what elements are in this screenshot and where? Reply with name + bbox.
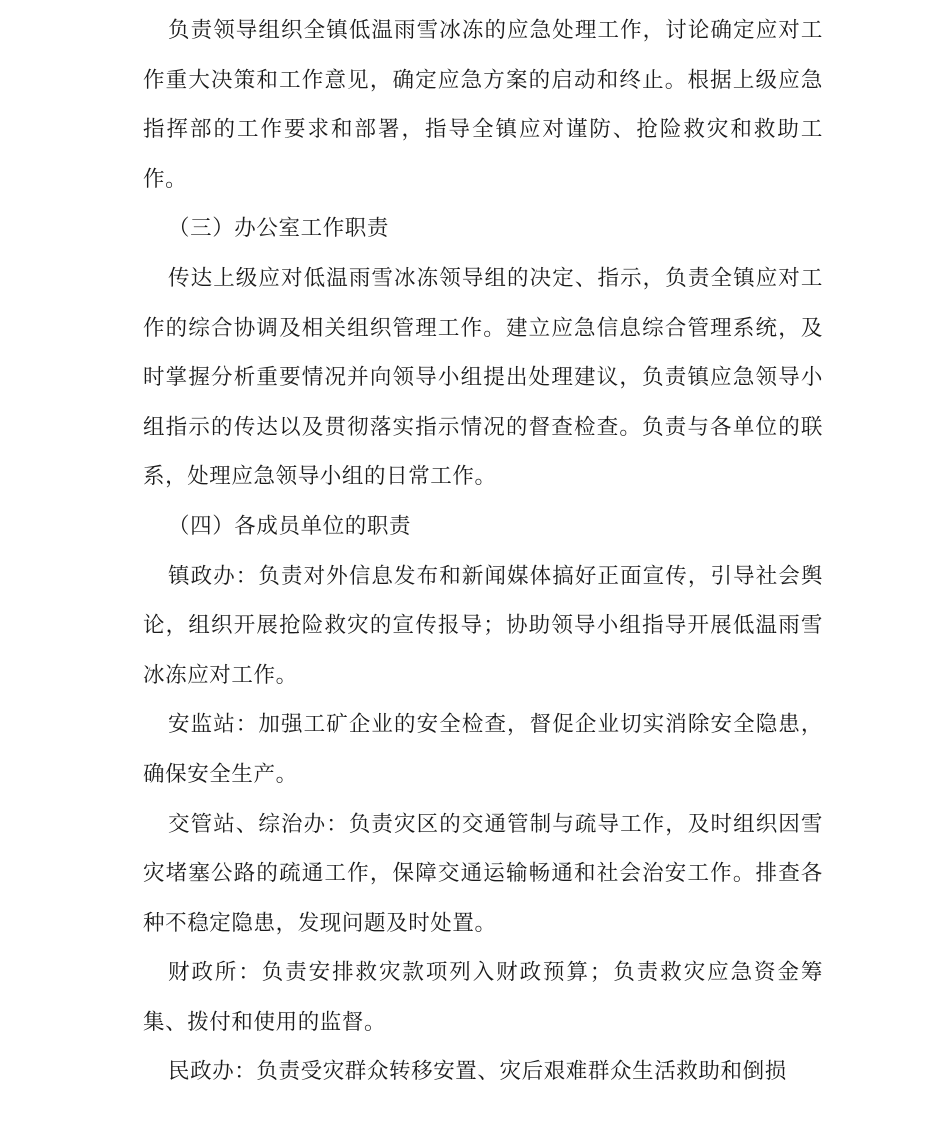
paragraph-leadership-duties: 负责领导组织全镇低温雨雪冰冻的应急处理工作，讨论确定应对工作重大决策和工作意见，确定应急方案的启动和终止。根据上级应急指挥部的工作要求和部署，指导全镇应对谨防、抢险救灾和救助工作。 bbox=[143, 18, 823, 192]
paragraph-safety-station: 安监站：加强工矿企业的安全检查，督促企业切实消除安全隐患，确保安全生产。 bbox=[143, 712, 823, 787]
section-heading-office-duties: （三）办公室工作职责 bbox=[168, 216, 390, 242]
paragraph-traffic-station: 交管站、综治办：负责灾区的交通管制与疏导工作，及时组织因雪灾堵塞公路的疏通工作，保障交通运输畅通和社会治安工作。排查各种不稳定隐患，发现问题及时处置。 bbox=[143, 811, 823, 936]
section-heading-member-units: （四）各成员单位的职责 bbox=[168, 513, 412, 539]
document-page bbox=[143, 6, 823, 1097]
paragraph-finance-office: 财政所：负责安排救灾款项列入财政预算；负责救灾应急资金筹集、拨付和使用的监督。 bbox=[143, 960, 823, 1035]
paragraph-office-duties: 传达上级应对低温雨雪冰冻领导组的决定、指示，负责全镇应对工作的综合协调及相关组织管理工作。建立应急信息综合管理系统，及时掌握分析重要情况并向领导小组提出处理建议，负责镇应急领导小组指示的传达以及贯彻落实指示情况的督查检查。负责与各单位的联系，处理应急领导小组的日常工作。 bbox=[143, 265, 823, 490]
paragraph-town-office: 镇政办：负责对外信息发布和新闻媒体搞好正面宣传，引导社会舆论，组织开展抢险救灾的宣传报导；协助领导小组指导开展低温雨雪冰冻应对工作。 bbox=[143, 563, 823, 688]
paragraph-civil-affairs: 民政办：负责受灾群众转移安置、灾后艰难群众生活救助和倒损 bbox=[168, 1059, 787, 1085]
